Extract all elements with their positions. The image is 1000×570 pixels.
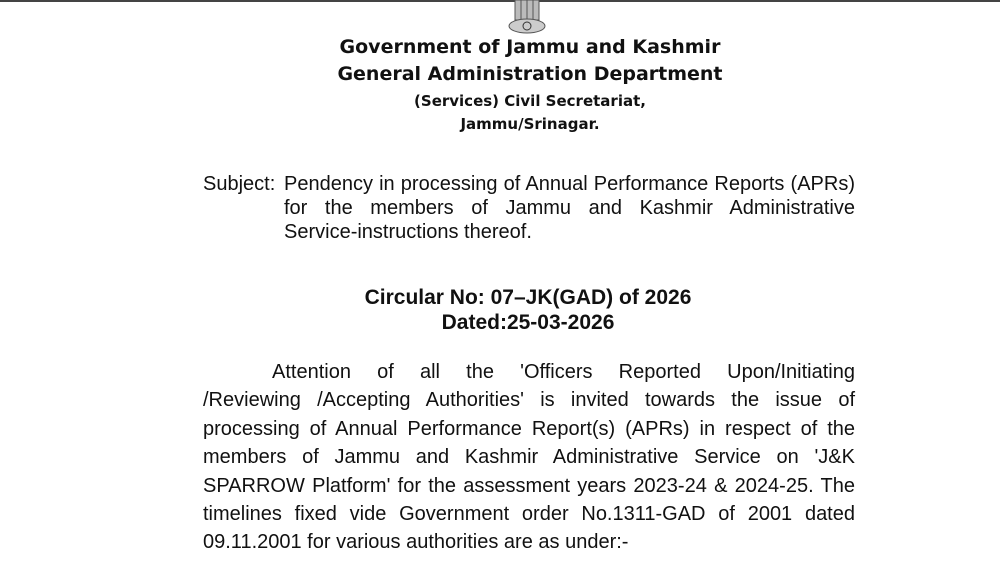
office-heading: (Services) Civil Secretariat, xyxy=(414,92,646,110)
government-heading: Government of Jammu and Kashmir xyxy=(339,36,721,58)
body-line: SPARROW Platform' for the assessment years 2023-24 & 2024-25. The xyxy=(203,475,855,497)
body-line: timelines fixed vide Government order No.1311-GAD of 2001 dated xyxy=(203,503,855,525)
national-emblem-icon xyxy=(505,0,549,34)
body-line: members of Jammu and Kashmir Administrative Service on 'J&K xyxy=(203,446,855,468)
subject-line: Pendency in processing of Annual Performance Reports (APRs) xyxy=(284,173,855,195)
top-border xyxy=(0,0,1000,2)
location-heading: Jammu/Srinagar. xyxy=(460,115,600,133)
subject-line: Service-instructions thereof. xyxy=(284,221,532,243)
subject-label: Subject: xyxy=(203,173,276,195)
circular-number: Circular No: 07–JK(GAD) of 2026 xyxy=(364,286,692,309)
department-heading: General Administration Department xyxy=(337,63,723,85)
circular-date: Dated:25-03-2026 xyxy=(441,311,615,334)
body-line: /Reviewing /Accepting Authorities' is invited towards the issue of xyxy=(203,389,855,411)
body-line: 09.11.2001 for various authorities are as under:- xyxy=(203,531,629,553)
body-line: Attention of all the 'Officers Reported Upon/Initiating xyxy=(272,361,855,383)
body-line: processing of Annual Performance Report(s) (APRs) in respect of the xyxy=(203,418,855,440)
subject-line: for the members of Jammu and Kashmir Administrative xyxy=(284,197,855,219)
